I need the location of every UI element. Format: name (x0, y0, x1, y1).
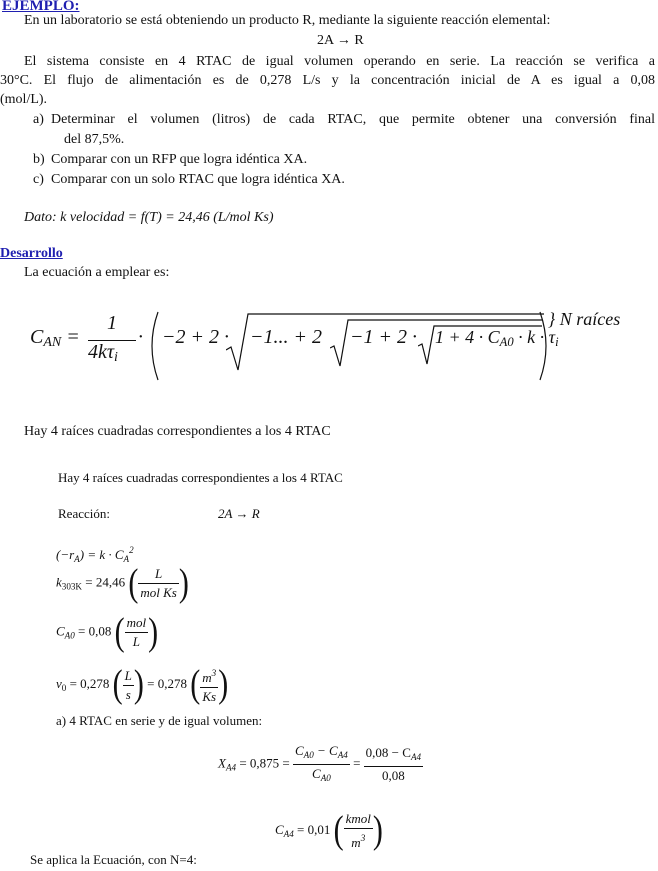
item-b-label: b) (33, 152, 45, 167)
eq-body-c: −1 + 2 · (350, 326, 417, 348)
reaccion-eq: 2A → R (218, 506, 260, 521)
final-line: Se aplica la Ecuación, con N=4: (30, 852, 197, 867)
hay-line-repeat: Hay 4 raíces cuadradas correspondientes a los 4 RTAC (58, 470, 343, 485)
reaction-main: 2A → R (317, 33, 364, 48)
ecuacion-intro: La ecuación a emplear es: (24, 265, 170, 280)
hay-line: Hay 4 raíces cuadradas correspondientes a los 4 RTAC (24, 424, 331, 439)
item-a-text-2: del 87,5%. (64, 132, 125, 147)
xa4-equation: $X_{A4} = 0,875$ = $\frac{C_{A0} - C_{A4}}{C_{A0}}$ = $\frac{0,08 - C_{A4}}{0,08}$ (218, 742, 423, 787)
ca4-equation: $C_{A4} = 0,01$ ( $\frac{\text{kmol}}{m^3}$ ) (275, 808, 383, 852)
intro-text: En un laboratorio se está obteniendo un producto R, mediante la siguiente reacción elemental: (24, 13, 551, 28)
eq-frac-num: 1 (107, 312, 117, 334)
desarrollo-heading: Desarrollo (0, 246, 63, 261)
v0-value: $v_0 = 0,278$ ( $\frac{L}{s}$ ) = 0,278 ( $\frac{m^3}{Ks}$ ) (56, 662, 229, 706)
left-paren (146, 310, 160, 382)
part-a: a) 4 RTAC en serie y de igual volumen: (56, 713, 263, 728)
eq-frac-den: $4k\tau_i$ (88, 341, 118, 365)
item-b-text: Comparar con un RFP que logra idéntica XA. (51, 152, 308, 167)
ca0-value: $C_{A0} = 0,08$ ( $\frac{\text{mol}}{L}$ ) (56, 610, 159, 654)
brace-note: } N raíces (548, 309, 621, 329)
eq-body-d: $1 + 4 \cdot C_{A0} \cdot k \cdot \tau_i$ (435, 327, 559, 349)
para-line-3: (mol/L). (0, 92, 48, 107)
item-a-text: Determinar el volumen (litros) de cada RTAC, que permite obtener una conversión final (51, 112, 655, 127)
para-line-1: El sistema consiste en 4 RTAC de igual volumen operando en serie. La reacción se verifica a (24, 54, 655, 69)
eq-body-a: −2 + 2 · (162, 326, 229, 348)
para-line-2: 30°C. El flujo de alimentación es de 0,278 L/s y la concentración inicial de A es igual a 0,08 (0, 73, 655, 88)
item-a-label: a) (33, 112, 44, 127)
main-equation: $C_{AN}$ = 1 $4k\tau_i$ · −2 + 2 · −1... + 2 −1 + 2 · $1 + 4 \cdot C_{A0} \cdot k \cdot \tau_i$ } N raíces (30, 310, 655, 390)
item-c-text: Comparar con un solo RTAC que logra idéntica XA. (51, 172, 345, 187)
reaccion-label: Reacción: (58, 506, 110, 521)
eq-body-b: −1... + 2 (250, 326, 322, 348)
eq-lhs: $C_{AN}$ = (30, 326, 80, 350)
rate-law: $(-r_A) = k \cdot C_A^2$ (56, 545, 134, 564)
page-title: EJEMPLO: (2, 0, 80, 14)
k-value: $k_{303K} = 24,46$ ( $\frac{L}{\text{mol Ks}}$ ) (56, 561, 189, 605)
dato-line: Dato: k velocidad = f(T) = 24,46 (L/mol Ks) (24, 210, 274, 225)
item-c-label: c) (33, 172, 44, 187)
